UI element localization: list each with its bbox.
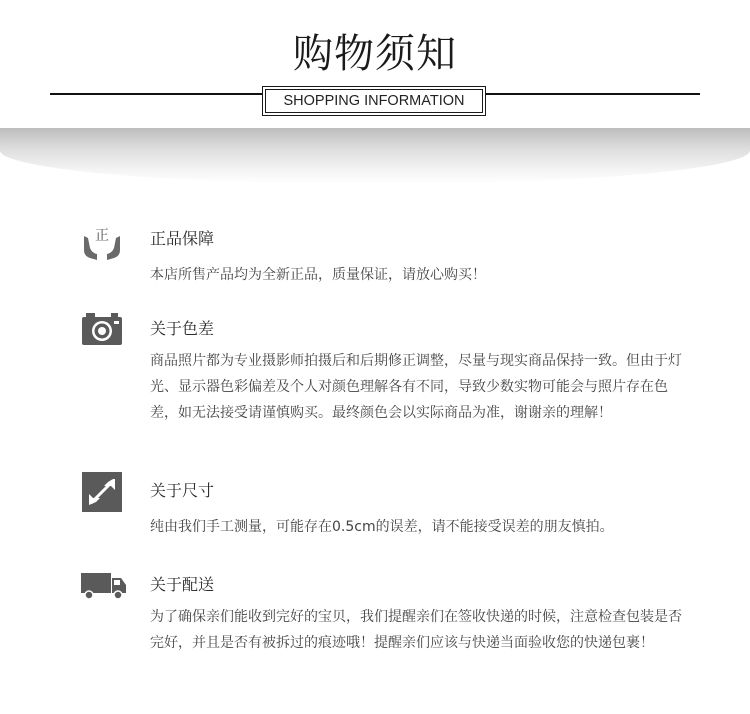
authentic-guarantee-icon bbox=[80, 220, 124, 264]
camera-icon bbox=[80, 308, 124, 352]
section-body: 本店所售产品均为全新正品，质量保证，请放心购买！ bbox=[150, 267, 486, 283]
resize-arrow-icon bbox=[80, 470, 124, 514]
header-divider-right bbox=[486, 93, 700, 95]
section-heading: 关于色差 bbox=[150, 319, 215, 338]
section-body: 为了确保亲们能收到完好的宝贝，我们提醒亲们在签收快递的时候，注意检查包装是否完好，并且是否有被拆过的痕迹哦！提醒亲们应该与快递当面验收您的快递包裹！ bbox=[150, 609, 682, 651]
section-heading: 正品保障 bbox=[150, 229, 215, 248]
section-body: 商品照片都为专业摄影师拍摄后和后期修正调整，尽量与现实商品保持一致。但由于灯光、显示器色彩偏差及个人对颜色理解各有不同，导致少数实物可能会与照片存在色差，如无法接受请谨慎购买。最终颜色会以实际商品为准，谢谢亲的理解！ bbox=[150, 353, 682, 421]
delivery-truck-icon bbox=[80, 564, 128, 608]
header-shadow-band bbox=[0, 128, 750, 184]
header-divider-left bbox=[50, 93, 262, 95]
authentic-icon-glyph: 正 bbox=[95, 228, 109, 244]
page-title: 购物须知 bbox=[293, 31, 457, 77]
subtitle-frame bbox=[262, 86, 486, 116]
page-subtitle: SHOPPING INFORMATION bbox=[266, 90, 482, 112]
section-heading: 关于配送 bbox=[150, 575, 215, 594]
section-heading: 关于尺寸 bbox=[150, 481, 215, 500]
section-body: 纯由我们手工测量，可能存在0.5cm的误差，请不能接受误差的朋友慎拍。 bbox=[150, 519, 614, 535]
